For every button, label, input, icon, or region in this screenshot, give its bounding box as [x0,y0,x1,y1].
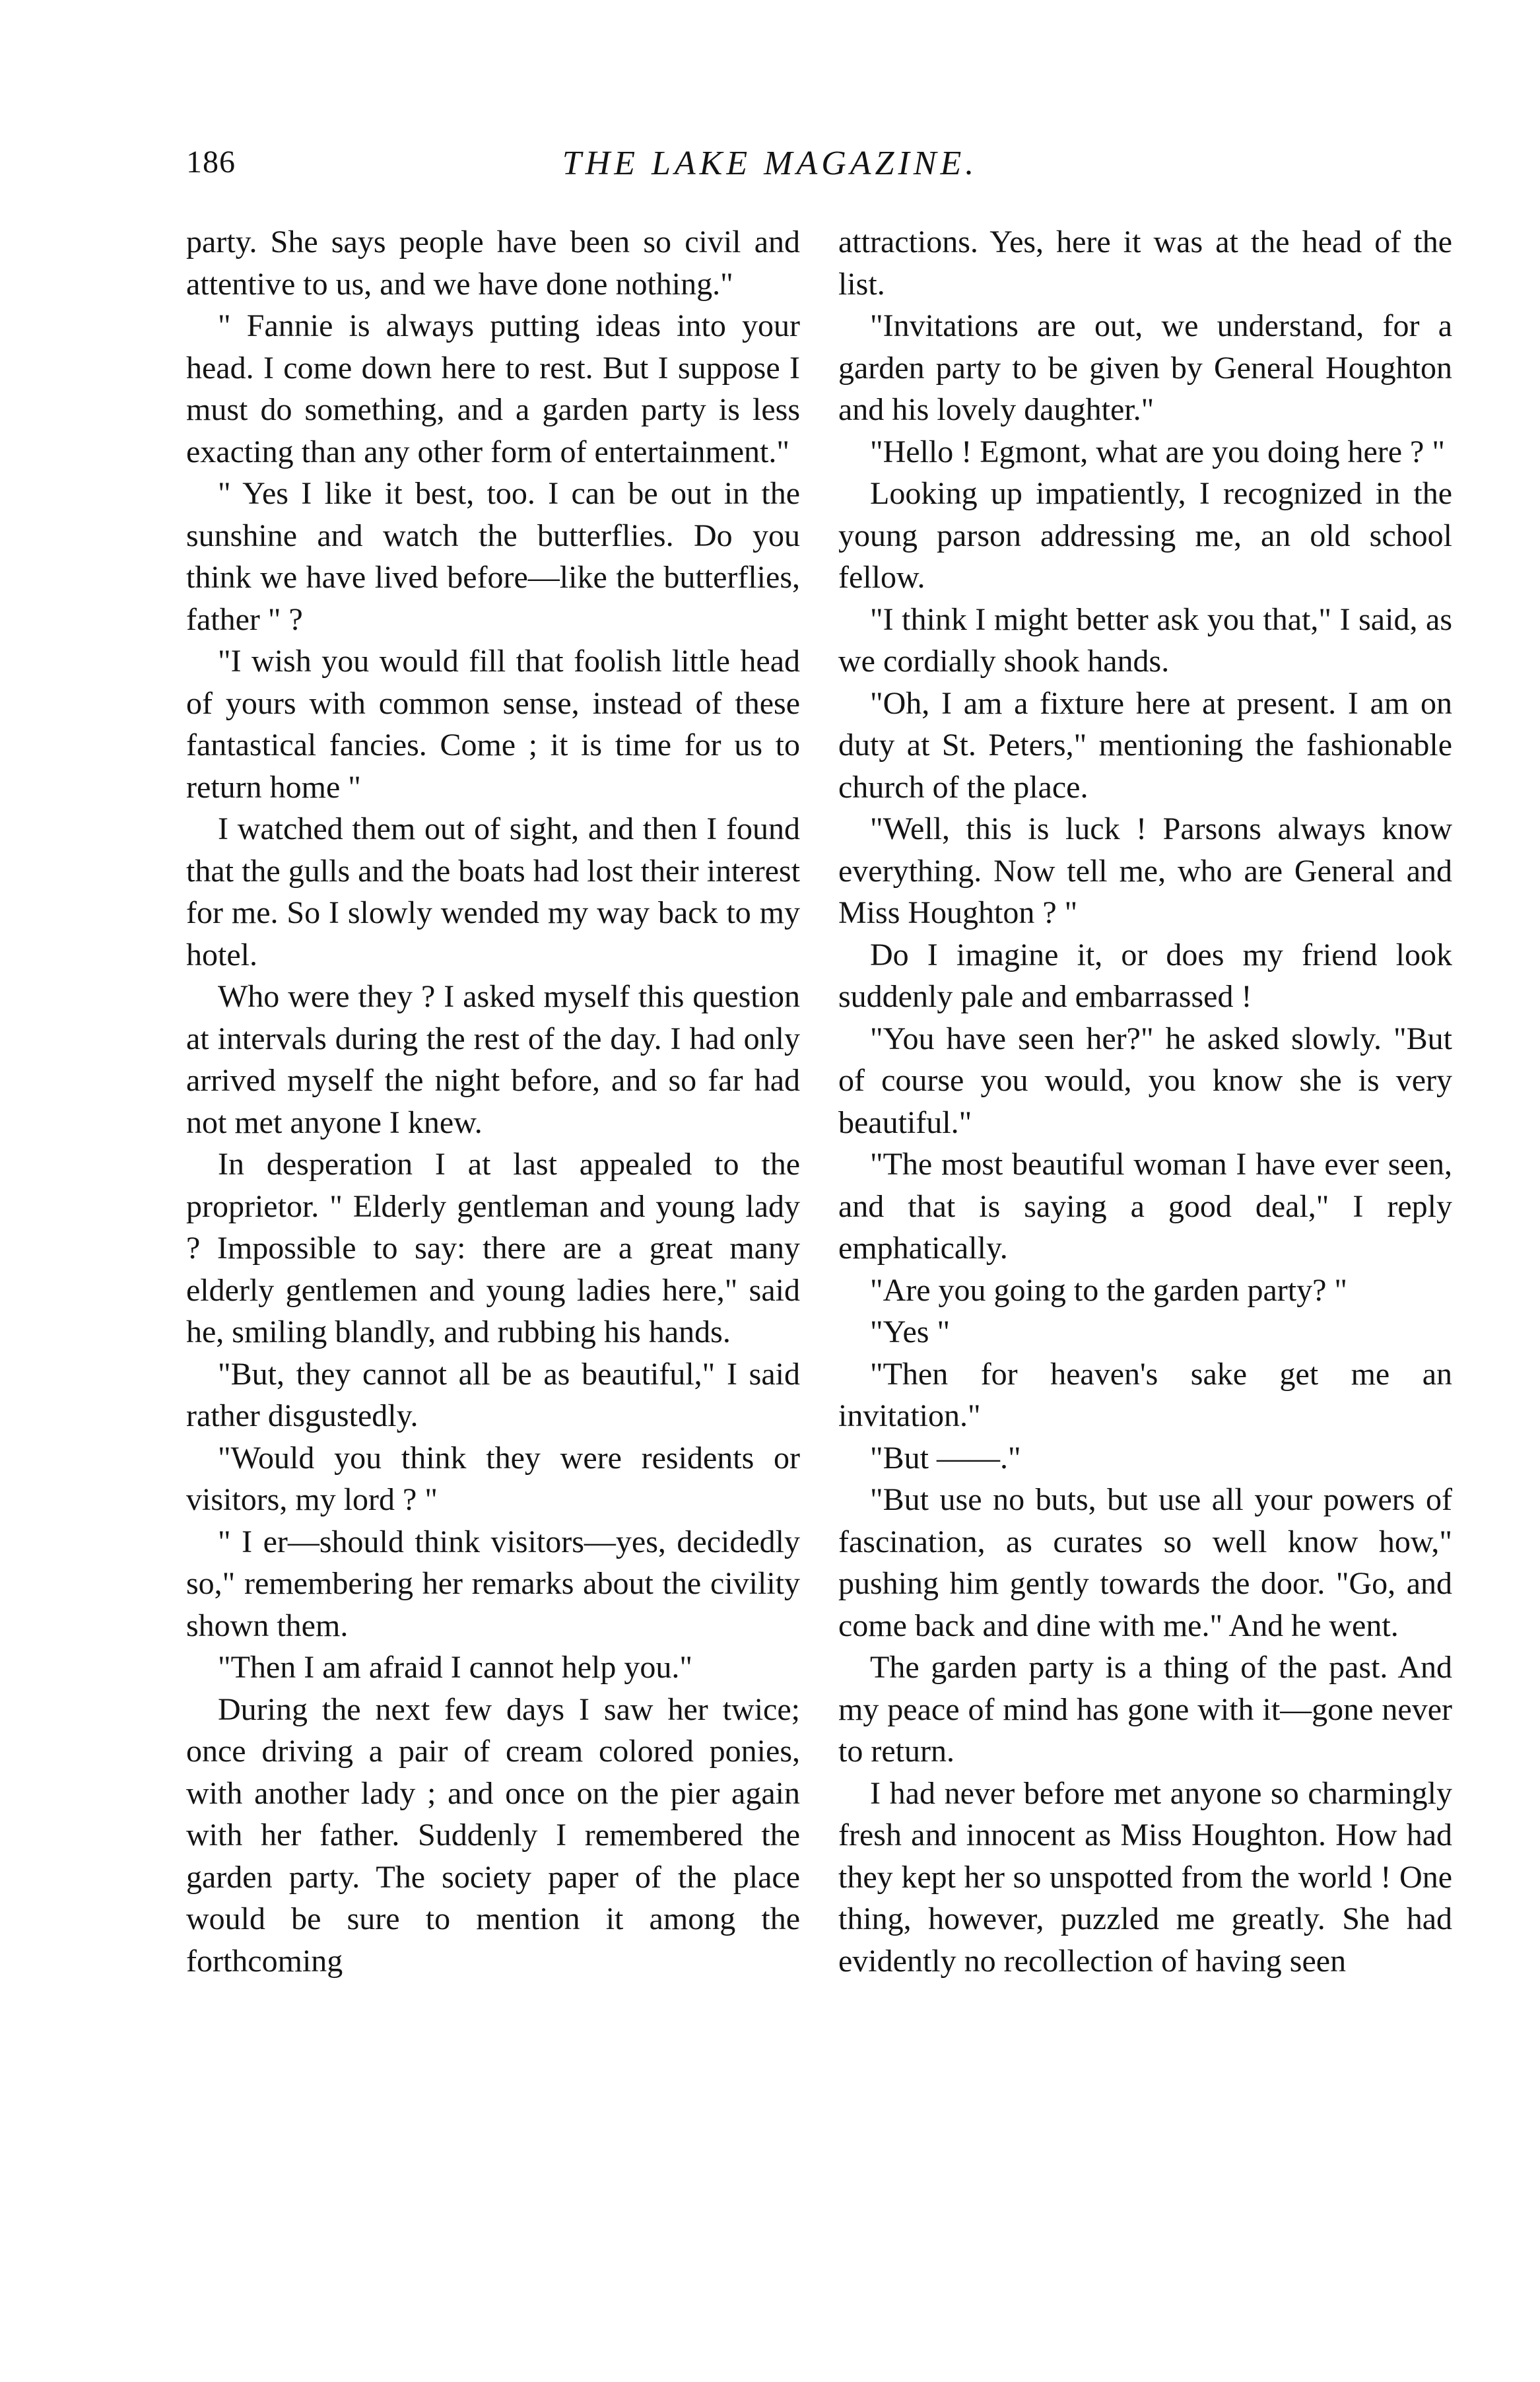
paragraph: "But ——." [870,1440,1021,1476]
paragraph: "Yes " [870,1314,951,1349]
paragraph: Do I imagine it, or does my friend look suddenly pale and embarrassed ! [838,937,1452,1014]
paragraph: Looking up impatiently, I recognized in the young parson addressing me, an old school fellow. [838,476,1452,595]
running-head: THE LAKE MAGAZINE. [562,145,978,182]
left-column [186,221,800,1982]
paragraph: The garden party is a thing of the past. And my peace of mind has gone with it—gone never to return. [838,1650,1452,1769]
paragraph: "Hello ! Egmont, what are you doing here ? " [870,434,1445,469]
paragraph: Who were they ? I asked myself this question at intervals during the rest of the day. I had only arrived myself the night before, and so far had not met anyone I knew. [186,979,800,1140]
paragraph: "But, they cannot all be as beautiful," I said rather disgustedly. [186,1356,800,1433]
paragraph: "Are you going to the garden party? " [870,1272,1347,1308]
paragraph: "The most beautiful woman I have ever seen, and that is saying a good deal," I reply emphatically. [838,1147,1452,1266]
paragraph: "Oh, I am a fixture here at present. I am on duty at St. Peters," mentioning the fashionable church of the place. [838,685,1452,805]
right-column [838,221,1452,1982]
paragraph: During the next few days I saw her twice; once driving a pair of cream colored ponies, with another lady ; and once on the pier again with her father. Suddenly I remembered the garden party. The society paper of the place would be sure to mention it among the forthcoming [186,1691,800,1979]
paragraph: I had never before met anyone so charmingly fresh and innocent as Miss Houghton. How had they kept her so unspotted from the world ! One thing, however, puzzled me greatly. She had evidently no recollection of having seen [838,1775,1452,1979]
paragraph: " Yes I like it best, too. I can be out in the sunshine and watch the butterflies. Do you think we have lived before—like the butterflies, father " ? [186,476,800,637]
paragraph: "Well, this is luck ! Parsons always know everything. Now tell me, who are General and Miss Houghton ? " [838,811,1452,930]
paragraph: attractions. Yes, here it was at the head of the list. [838,224,1452,302]
paragraph: "But use no buts, but use all your powers of fascination, as curates so well know how," pushing him gently towards the door. "Go, and come back and dine with me." And he went. [838,1482,1452,1643]
paragraph: "I wish you would fill that foolish little head of yours with common sense, instead of these fantastical fancies. Come ; it is time for us to return home " [186,644,800,805]
paragraph: " I er—should think visitors—yes, decidedly so," remembering her remarks about the civility shown them. [186,1524,800,1643]
page-number: 186 [186,145,236,180]
paragraph: "You have seen her?" he asked slowly. "But of course you would, you know she is very beautiful." [838,1021,1452,1140]
paragraph: party. She says people have been so civil and attentive to us, and we have done nothing." [186,224,800,302]
paragraph: I watched them out of sight, and then I found that the gulls and the boats had lost their interest for me. So I slowly wended my way back to my hotel. [186,811,800,972]
paragraph: "I think I might better ask you that," I said, as we cordially shook hands. [838,601,1452,679]
paragraph: "Invitations are out, we understand, for a garden party to be given by General Houghton and his lovely daughter." [838,308,1452,427]
paragraph: " Fannie is always putting ideas into your head. I come down here to rest. But I suppose I must do something, and a garden party is less exacting than any other form of entertainment." [186,308,800,469]
paragraph: "Then for heaven's sake get me an invitation." [838,1356,1452,1433]
paragraph: In desperation I at last appealed to the proprietor. " Elderly gentleman and young lady ? Impossible to say: there are a great many elderly gentlemen and young ladies here," said he, smiling blandly, and rubbing his hands. [186,1147,800,1349]
paragraph: "Would you think they were residents or visitors, my lord ? " [186,1440,800,1517]
paragraph: "Then I am afraid I cannot help you." [218,1650,692,1685]
